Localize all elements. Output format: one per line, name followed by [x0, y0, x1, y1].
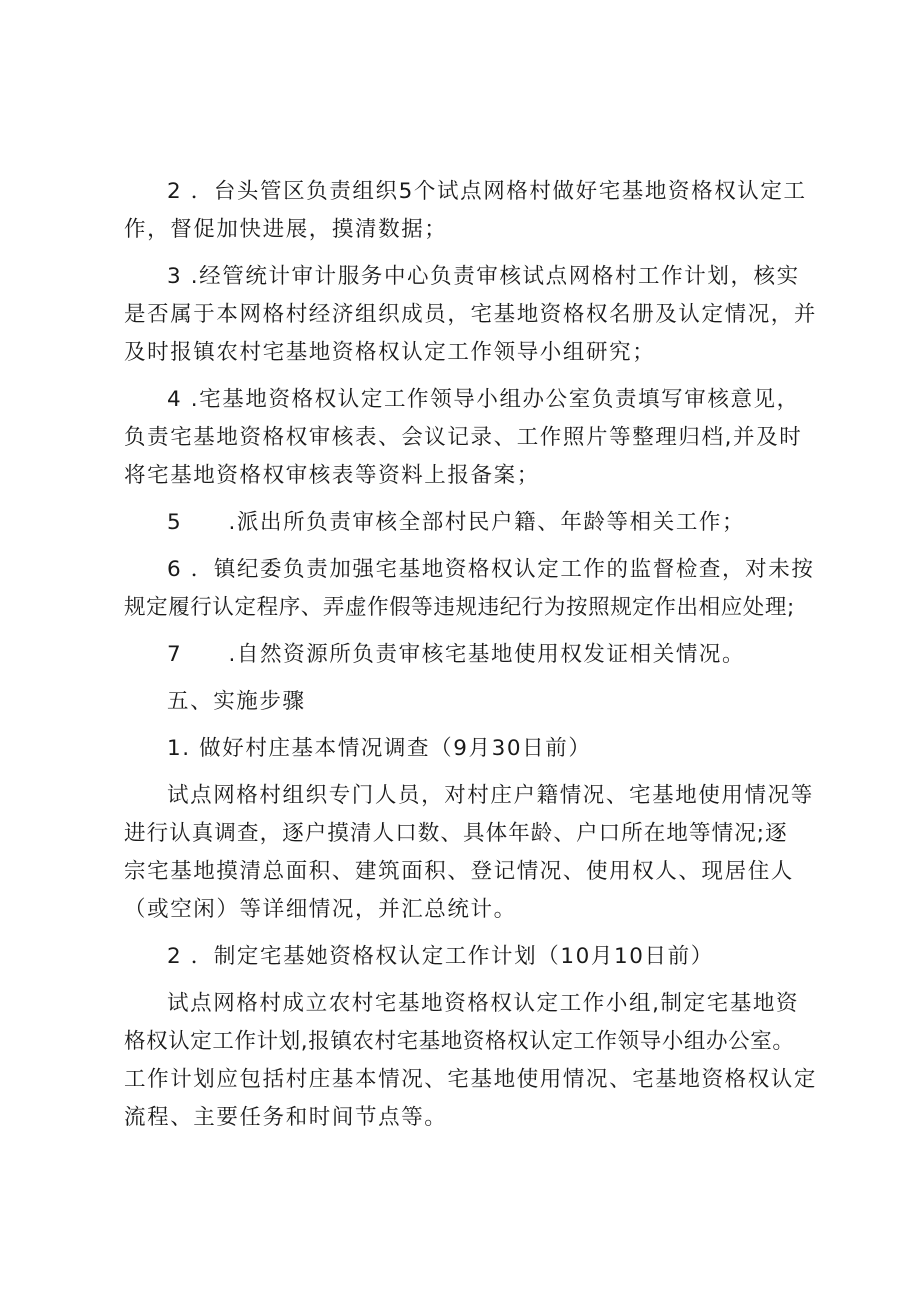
- text-line: 2 ．台头管区负责组织5个试点网格村做好宅基地资格权认定工: [167, 179, 807, 204]
- text-line: 6 ．镇纪委负责加强宅基地资格权认定工作的监督检查，对未按: [167, 557, 815, 582]
- text-line: 格权认定工作计划,报镇农村宅基地资格权认定工作领导小组办公室。: [124, 1029, 795, 1054]
- text-line: 4 .宅基地资格权认定工作领导小组办公室负责填写审核意见，: [167, 387, 800, 412]
- text-line: 将宅基地资格权审核表等资料上报备案；: [124, 463, 540, 488]
- paragraph-item-5: [124, 504, 814, 542]
- step-1-body: [124, 777, 814, 929]
- paragraph-item-4: [124, 381, 814, 495]
- text-line: 负责宅基地资格权审核表、会议记录、工作照片等整理归档,并及时: [124, 425, 803, 450]
- document-body: [124, 173, 818, 1137]
- text-line: 是否属于本网格村经济组织成员，宅基地资格权名册及认定情况，并: [124, 302, 818, 327]
- text-line: 宗宅基地摸清总面积、建筑面积、登记情况、使用权人、现居住人: [124, 859, 794, 884]
- paragraph-item-7: [124, 636, 814, 674]
- section-heading: 五、实施步骤: [167, 689, 306, 714]
- paragraph-item-6: [124, 551, 814, 627]
- text-line: 试点网格村组织专门人员，对村庄户籍情况、宅基地使用情况等: [167, 783, 814, 808]
- step-1-title: 1. 做好村庄基本情况调查（9月30日前）: [167, 736, 592, 761]
- paragraph-item-2: [124, 173, 814, 249]
- text-line: （或空闲）等详细情况，并汇总统计。: [124, 897, 517, 922]
- text-line: 3 .经管统计审计服务中心负责审核试点网格村工作计划，核实: [167, 264, 800, 289]
- text-line: 流程、主要任务和时间节点等。: [124, 1105, 448, 1130]
- text-line: 作，督促加快进展，摸清数据；: [124, 217, 448, 242]
- text-line: 试点网格村成立农村宅基地资格权认定工作小组,制定宅基地资: [167, 991, 800, 1016]
- text-line: 规定履行认定程序、弄虚作假等违规违纪行为按照规定作出相应处理;: [124, 595, 795, 620]
- paragraph-item-3: [124, 258, 818, 372]
- step-2-title: 2 ．制定宅基她资格权认定工作计划（10月10日前）: [167, 944, 714, 969]
- text-line: 7 .自然资源所负责审核宅基地使用权发证相关情况。: [167, 642, 746, 667]
- step-2-body: [124, 985, 818, 1137]
- text-line: 进行认真调查，逐户摸清人口数、具体年龄、户口所在地等情况;逐: [124, 821, 788, 846]
- text-line: 5 .派出所负责审核全部村民户籍、年龄等相关工作；: [167, 510, 746, 535]
- text-line: 工作计划应包括村庄基本情况、宅基地使用情况、宅基地资格权认定: [124, 1067, 818, 1092]
- text-line: 及时报镇农村宅基地资格权认定工作领导小组研究；: [124, 340, 656, 365]
